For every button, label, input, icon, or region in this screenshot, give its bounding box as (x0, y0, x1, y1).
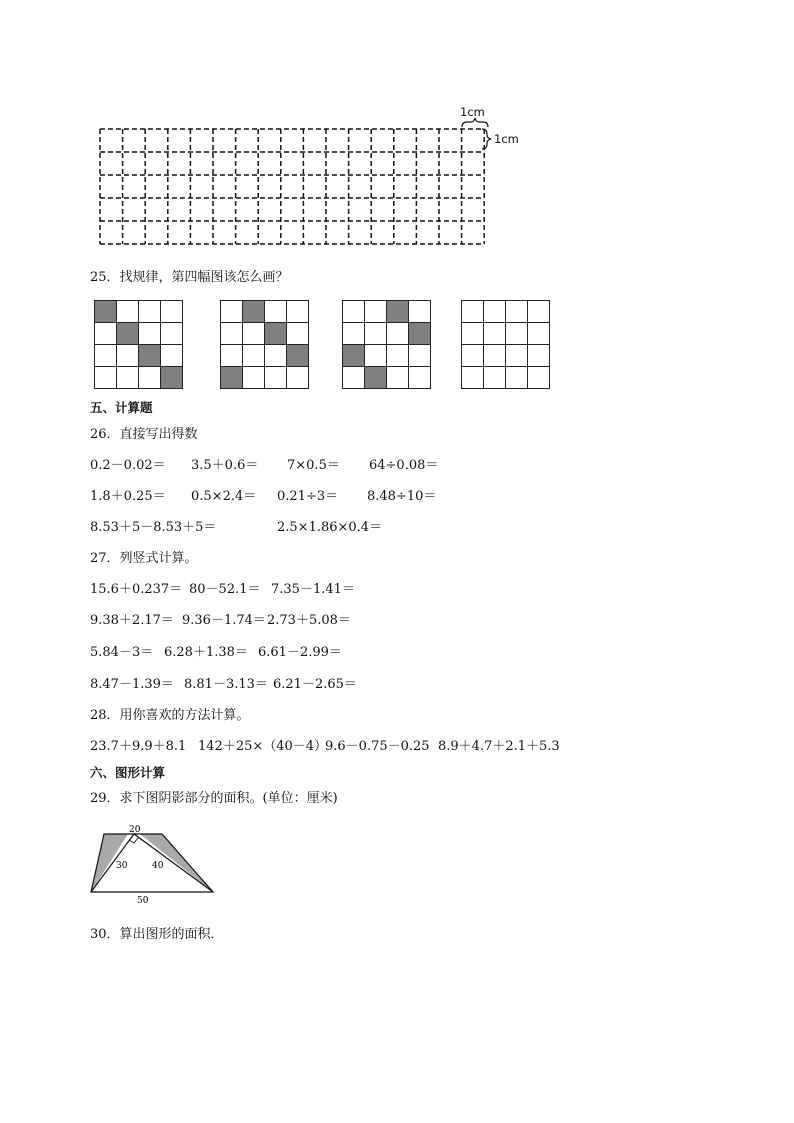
pattern-grid-4-blank[interactable] (461, 300, 550, 389)
q26-expr: 0.21÷3＝ (277, 489, 339, 504)
grid-cell (343, 367, 365, 389)
q28-expr: 8.9＋4.7＋2.1＋5.3 (438, 739, 560, 754)
grid-cell[interactable] (528, 345, 550, 367)
label-top: 20 (129, 825, 141, 835)
pattern-grid-1 (94, 300, 183, 389)
grid-cell (387, 367, 409, 389)
q27-expr: 9.36－1.74＝ (182, 613, 266, 628)
grid-cell (387, 301, 409, 323)
grid-cell (221, 345, 243, 367)
q27-expr: 2.73＋5.08＝ (267, 613, 351, 628)
grid-cell[interactable] (484, 345, 506, 367)
q26-expr: 64÷0.08＝ (369, 458, 439, 473)
grid-cell[interactable] (506, 323, 528, 345)
grid-cell (139, 301, 161, 323)
grid-cell (409, 301, 431, 323)
q26-expr: 0.5×2.4＝ (191, 489, 257, 504)
q27-expr: 6.61－2.99＝ (258, 645, 342, 660)
label-bottom: 50 (137, 896, 149, 906)
q28-expr: 9.6－0.75－0.25 (325, 739, 430, 754)
question-26-text: 26．直接写出得数 (90, 427, 198, 442)
grid-cell (409, 345, 431, 367)
q28-expr: 142＋25×（40－4） (198, 739, 328, 754)
label-inner: 40 (152, 861, 164, 871)
q27-expr: 15.6＋0.237＝ (90, 582, 183, 597)
grid-cell (287, 345, 309, 367)
grid-cell (95, 345, 117, 367)
trapezoid-figure (88, 822, 218, 906)
q26-expr: 2.5×1.86×0.4＝ (277, 520, 383, 535)
q27-expr: 5.84－3＝ (90, 645, 154, 660)
grid-cell (139, 367, 161, 389)
grid-cell (409, 323, 431, 345)
dashed-grid-figure (90, 100, 530, 250)
grid-cell (117, 367, 139, 389)
grid-cell[interactable] (462, 301, 484, 323)
q27-expr: 8.47－1.39＝ (90, 677, 174, 692)
grid-cell (161, 367, 183, 389)
grid-cell (343, 345, 365, 367)
grid-cell (95, 367, 117, 389)
grid-cell (117, 301, 139, 323)
question-25-text: 25．找规律，第四幅图该怎么画？ (90, 270, 289, 285)
grid-cell (95, 301, 117, 323)
grid-cell (243, 301, 265, 323)
grid-cell (287, 301, 309, 323)
grid-cell (243, 323, 265, 345)
grid-cell (139, 323, 161, 345)
grid-cell (243, 367, 265, 389)
grid-cell[interactable] (528, 367, 550, 389)
grid-cell (387, 345, 409, 367)
grid-cell (287, 367, 309, 389)
q26-expr: 7×0.5＝ (287, 458, 340, 473)
grid-cell (117, 345, 139, 367)
grid-cell[interactable] (528, 323, 550, 345)
grid-cell[interactable] (528, 301, 550, 323)
q27-expr: 9.38＋2.17＝ (90, 613, 174, 628)
section-6-heading: 六、图形计算 (90, 765, 166, 780)
grid-cell (265, 367, 287, 389)
grid-cell (409, 367, 431, 389)
grid-cell[interactable] (506, 367, 528, 389)
pattern-grid-2 (220, 300, 309, 389)
grid-cell (243, 345, 265, 367)
q27-expr: 8.81－3.13＝ (184, 677, 268, 692)
grid-cell (343, 301, 365, 323)
grid-cell (221, 367, 243, 389)
grid-cell (365, 301, 387, 323)
grid-cell[interactable] (462, 345, 484, 367)
right-unit-brace (482, 129, 491, 149)
grid-cell (365, 367, 387, 389)
q28-expr: 23.7＋9.9＋8.1 (90, 739, 187, 754)
grid-cell (139, 345, 161, 367)
grid-cell[interactable] (506, 301, 528, 323)
grid-cell (365, 323, 387, 345)
grid-cell[interactable] (462, 367, 484, 389)
q26-expr: 3.5＋0.6＝ (191, 458, 259, 473)
grid-cell (221, 323, 243, 345)
grid-cell[interactable] (484, 367, 506, 389)
label-left: 30 (116, 861, 128, 871)
q26-expr: 1.8＋0.25＝ (90, 489, 166, 504)
question-30-text: 30．算出图形的面积． (90, 927, 224, 942)
grid-cell[interactable] (484, 301, 506, 323)
q26-expr: 0.2－0.02＝ (90, 458, 166, 473)
right-unit-label: 1cm (494, 132, 519, 146)
section-5-heading: 五、计算题 (90, 400, 153, 415)
grid-cell (265, 301, 287, 323)
q27-expr: 6.28＋1.38＝ (164, 645, 248, 660)
q27-expr: 6.21－2.65＝ (273, 677, 357, 692)
grid-cell[interactable] (484, 323, 506, 345)
q27-expr: 80－52.1＝ (189, 582, 261, 597)
top-unit-label: 1cm (460, 105, 485, 119)
grid-cell[interactable] (462, 323, 484, 345)
q26-expr: 8.48÷10＝ (367, 489, 437, 504)
grid-cell (365, 345, 387, 367)
grid-cell[interactable] (506, 345, 528, 367)
grid-cell (161, 345, 183, 367)
grid-cell (161, 323, 183, 345)
q26-expr: 8.53＋5－8.53＋5＝ (90, 520, 217, 535)
question-28-text: 28．用你喜欢的方法计算。 (90, 708, 250, 723)
pattern-grid-3 (342, 300, 431, 389)
grid-cell (95, 323, 117, 345)
grid-cell (265, 323, 287, 345)
q27-expr: 7.35－1.41＝ (271, 582, 355, 597)
grid-cell (161, 301, 183, 323)
grid-cell (387, 323, 409, 345)
grid-cell (287, 323, 309, 345)
question-29-text: 29．求下图阴影部分的面积。(单位：厘米) (90, 791, 338, 806)
grid-cell (265, 345, 287, 367)
grid-cell (117, 323, 139, 345)
grid-cell (221, 301, 243, 323)
question-27-text: 27．列竖式计算。 (90, 551, 198, 566)
grid-cell (343, 323, 365, 345)
